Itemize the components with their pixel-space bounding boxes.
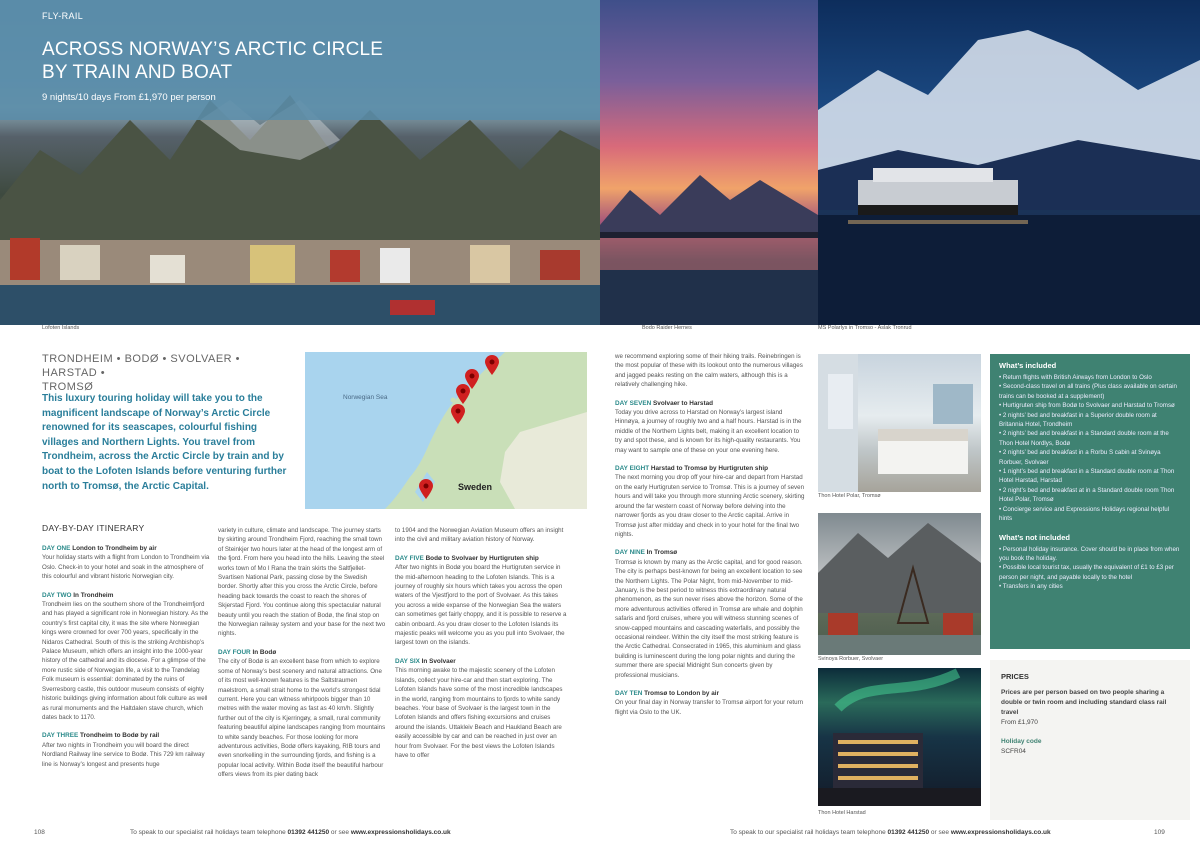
- hotel-room-graphic: [818, 354, 981, 492]
- caption-photo-3: Thon Hotel Harstad: [818, 810, 866, 816]
- map-pin-icon[interactable]: [485, 355, 499, 380]
- holiday-code-label: Holiday code: [1001, 738, 1042, 745]
- not-included-heading: What’s not included: [999, 532, 1070, 542]
- footer-website-link[interactable]: www.expressionsholidays.co.uk: [350, 829, 451, 836]
- itinerary-col-3: [395, 526, 567, 760]
- photo-hotel-polar: [818, 354, 981, 492]
- itinerary-entry: DAY SEVEN Svolvaer to Harstad Today you drive across to Harstad on Norway’s largest island Hinnøya, a journey of roughly two and a half hours. Harstad is in the middle of the Northern Lights belt, making it an excellent location to try and spot these, and is known for its high-quality restaurants. You may want to sample one of these on your one evening here.: [615, 399, 802, 454]
- list-item: • Hurtigruten ship from Bodø to Svolvaer and Harstad to Tromsø: [999, 402, 1175, 410]
- prices-lead: Prices are per person based on two people sharing a double or twin room and including standard class rail travel: [1001, 689, 1167, 716]
- included-box: [990, 354, 1190, 649]
- included-heading: What’s included: [999, 361, 1057, 370]
- itinerary-entry: to 1904 and the Norwegian Aviation Museum offers an insight into the civil and military aviation history of Norway.: [395, 527, 564, 544]
- photo-harstad: [818, 668, 981, 806]
- title-line-2: BY TRAIN AND BOAT: [42, 62, 233, 83]
- list-item: • Personal holiday insurance. Cover should be in place from when you book the holiday.: [999, 545, 1180, 562]
- map-country-label: Sweden: [458, 482, 493, 492]
- itinerary-heading: DAY-BY-DAY ITINERARY: [42, 523, 145, 533]
- itinerary-entry: DAY NINE In Tromsø Tromsø is known by many as the Arctic capital, and for good reason. The city is perhaps best-known for being an excellent location to see the Northern Lights. The Polar Night, from mid-November to mid-January, is the best period to witness this extraordinary natural phenomenon, as the sun never rises above the horizon. Some of the more adventurous activities offered in Tromsø are whale and dolphin safaris and fjord cruises, where you will witness stunning scenes of snow-capped mountains and cascading waterfalls, and possibly the occasional reindeer. Within the city itself the most striking feature is the Arctic Cathedral. Consecrated in 1965, this aluminium and glass building is luminescent during the long polar nights and during the summer there are special Midnight Sun concerts given by professional musicians.: [615, 549, 803, 679]
- caption-lofoten: Lofoten Islands: [42, 325, 80, 331]
- itinerary-entry: DAY THREE Trondheim to Bodø by rail After two nights in Trondheim you will board the direct Nordland Railway line service to Bodø. This 729 km railway line is Norway’s longest and presents huge: [42, 732, 205, 768]
- route-line-2: TROMSØ: [42, 381, 94, 393]
- list-item: • 1 night’s bed and breakfast in a Standard double room at Thon Hotel Harstad, Harstad: [999, 468, 1175, 485]
- map-pin-icon[interactable]: [419, 479, 433, 504]
- category-label: FLY-RAIL: [42, 11, 84, 21]
- footer-phone[interactable]: 01392 441250: [287, 829, 330, 836]
- harstad-night-graphic: [818, 668, 981, 806]
- caption-photo-1: Thon Hotel Polar, Tromsø: [818, 493, 881, 499]
- itinerary-col-2: [218, 526, 388, 780]
- page-title: [42, 38, 383, 84]
- itinerary-col-4: [615, 352, 805, 717]
- list-item: • 2 nights’ bed and breakfast in a Superior double room at Britannia Hotel, Trondheim: [999, 411, 1157, 429]
- footer-left: To speak to our specialist rail holidays team telephone 01392 441250 or see www.expressionsholidays.co.uk: [130, 829, 451, 836]
- list-item: • 2 nights’ bed and breakfast in a Standard double room at the Thon Hotel Nordlys, Bodø: [999, 430, 1169, 447]
- itinerary-entry: DAY EIGHT Harstad to Tromsø by Hurtigruten ship The next morning you drop off your hire-car and depart from Harstad on the early Hurtigruten service to Tromsø. This is a journey of seven hours and will take you through more stunning Arctic scenery, skirting around the far western coast of Norway before delving into the narrower fjords as you draw closer to the Arctic capital. Arrive in Tromsø just after midday and check in to your hotel for the final two nights.: [615, 465, 805, 538]
- itinerary-entry: DAY TWO In Trondheim Trondheim lies on the southern shore of the Trondheimfjord and has played a significant role in Norwegian history. As the country’s first capital city, it was the site where Norwegian kings were crowned for over 700 years, specifically in the Nidaros Cathedral. South of this is the striking Archbishop’s Palace Museum, which offers an insight into the 1000-year history of the cathedral and its diocese. For a glimpse of the more rustic side of Norwegian life, a visit to the Trøndelag Folk museum is essential: dominated by the ruins of Sverresborg castle, this outdoor museum consists of eighty historic buildings giving information about folk culture as well as rural monuments and the Haltdalen stave church, which dates back to 1170.: [42, 591, 209, 721]
- caption-ship: MS Polarlys in Tromso - Aslak Tronrud: [818, 325, 912, 331]
- prices-from: From £1,970: [1001, 719, 1038, 726]
- hero-image-bodo: [600, 0, 818, 325]
- itinerary-entry: we recommend exploring some of their hiking trails. Reinebringen is the most popular of these with its lookout onto the numerous villages and jagged peaks resting on the calm waters, although this is a relatively challenging hike.: [615, 353, 803, 389]
- footer-phone[interactable]: 01392 441250: [887, 829, 930, 836]
- page-number-left: 108: [34, 829, 45, 836]
- photo-svinoya: [818, 513, 981, 655]
- itinerary-entry: variety in culture, climate and landscape. The journey starts by skirting around Trondheim Fjord, reaching the small town of Steinkjer two hours later at the head of the longest arm of the fjord. From here you head into the hills. Leaving the steel works town of Mo I Rana the train skirts the Saltfjellet-Svartisen National Park, passing close by the Swedish border. Shortly after this you cross the Arctic Circle, before heading back towards the coast to reach the shores of Skjerstad Fjord. You continue along this spectacular natural beauty until you reach the station of Bodø, the final stop on the Norwegian railway system and your base for the next two nights.: [218, 527, 386, 638]
- page-number-right: 109: [1154, 829, 1165, 836]
- list-item: • 2 nights’ bed and breakfast in a Rorbu S cabin at Svinøya Rorbuer, Svolvaer: [999, 449, 1161, 466]
- map-sea-label: Norwegian Sea: [343, 394, 388, 401]
- prices-heading: PRICES: [1001, 672, 1029, 681]
- itinerary-entry: DAY SIX In Svolvaer This morning awake to the majestic scenery of the Lofoten Islands, collect your hire-car and then start exploring. The Lofoten Islands have some of the most incredible landscapes in the world, ranging from mountains to fjords to white sandy beaches. Your base of Svolvaer is the largest town in the Lofoten Islands and offers fishing excursions and cruises around the islands. Uttakleiv Beach and Haukland Beach are easily accessible by car and can be reached in just over an hour from Svolvaer. For the best views the Lofoten Islands have to offer: [395, 657, 563, 759]
- list-item: • 2 night’s bed and breakfast at in a Standard double room Thon Hotel Polar, Tromsø: [999, 486, 1175, 504]
- hero-image-ship: [818, 0, 1200, 325]
- itinerary-col-1: [42, 535, 210, 769]
- prices-box: [990, 660, 1190, 820]
- ship-night-graphic: [818, 0, 1200, 325]
- subtitle: 9 nights/10 days From £1,970 per person: [42, 92, 216, 103]
- caption-photo-2: Svinoya Rorbuer, Svolvaer: [818, 656, 884, 662]
- not-included-list: [999, 545, 1181, 592]
- itinerary-entry: DAY FOUR In Bodø The city of Bodø is an excellent base from which to explore some of Norway’s best scenery and natural attractions. One of its most well-known features is the Saltstraumen maelstrom, a small strait home to the world’s strongest tidal current. Here you can witness whirlpools bigger than 10 metres with the water moving as fast as 40 km/h. Slightly further out of the city is Kjerringøy, a small, rural community featuring beautiful alpine landscapes ranging from mountains to white sandy beaches. For those looking for more adventurous activities, Bodø offers kayaking, RIB tours and even snorkelling in the surrounding fjords, and fishing is a popular local activity. Within Bodø itself the beautiful harbour offers views from its pier dating back: [218, 648, 386, 779]
- itinerary-entry: DAY FIVE Bodø to Svolvaer by Hurtigruten ship After two nights in Bodø you board the Hurtigruten service in the mid-afternoon heading to the Lofoten Islands. This is a journey of roughly six hours which takes you across the open waters of the Vjestfjord to the port of Svolvaer. As this takes you across a wide expanse of the Norwegian Sea the waters can sometimes get fairly choppy, and it is possible to reserve a cabin onboard. As you draw closer to the Lofoten Islands its majestic peaks will welcome you as you pull into Svolvaer, the largest town on the islands.: [395, 554, 567, 647]
- route-map: [305, 352, 587, 509]
- svinoya-graphic: [818, 513, 981, 655]
- hero-image-lofoten: [0, 0, 600, 325]
- holiday-code: SCFR04: [1001, 748, 1026, 755]
- list-item: • Possible local tourist tax, usually the equivalent of £1 to £3 per person per night, and payable locally to the hotel: [999, 564, 1174, 581]
- intro-text: This luxury touring holiday will take you to the magnificent landscape of Norway’s Arctic Circle renowned for its seascapes, colourful fishing villages and Northern Lights. You travel from Trondheim, across the Arctic Circle by train and by boat to the Lofoten Islands before venturing further north to Tromsø, the Arctic Capital.: [42, 393, 287, 492]
- footer-right: To speak to our specialist rail holidays team telephone 01392 441250 or see www.expressionsholidays.co.uk: [730, 829, 1051, 836]
- list-item: • Concierge service and Expressions Holidays regional helpful hints: [999, 505, 1170, 523]
- list-item: • Return flights with British Airways from London to Oslo: [999, 374, 1152, 381]
- route-heading: [42, 352, 297, 394]
- route-line-1: TRONDHEIM • BODØ • SVOLVAER • HARSTAD •: [42, 353, 241, 379]
- list-item: • Second-class travel on all trains (Plus class available on certain trains can be booked at a supplement): [999, 383, 1177, 400]
- bodo-sunset-graphic: [600, 0, 818, 325]
- itinerary-entry: DAY ONE London to Trondheim by air Your holiday starts with a flight from London to Trondheim via Oslo. Check-in to your hotel and soak in the atmosphere of this colourful and vibrant historic Norwegian city.: [42, 545, 210, 581]
- map-pin-icon[interactable]: [451, 404, 465, 429]
- title-line-1: ACROSS NORWAY’S ARCTIC CIRCLE: [42, 39, 384, 60]
- itinerary-entry: DAY TEN Tromsø to London by air On your final day in Norway transfer to Tromsø airport for your return flight via Oslo to the UK.: [615, 690, 804, 716]
- map-graphic: [305, 352, 587, 509]
- footer-website-link[interactable]: www.expressionsholidays.co.uk: [950, 829, 1051, 836]
- list-item: • Transfers in any cities: [999, 583, 1063, 591]
- caption-bodo: Bodo Raider Hernes: [642, 325, 692, 331]
- included-list: [999, 373, 1181, 524]
